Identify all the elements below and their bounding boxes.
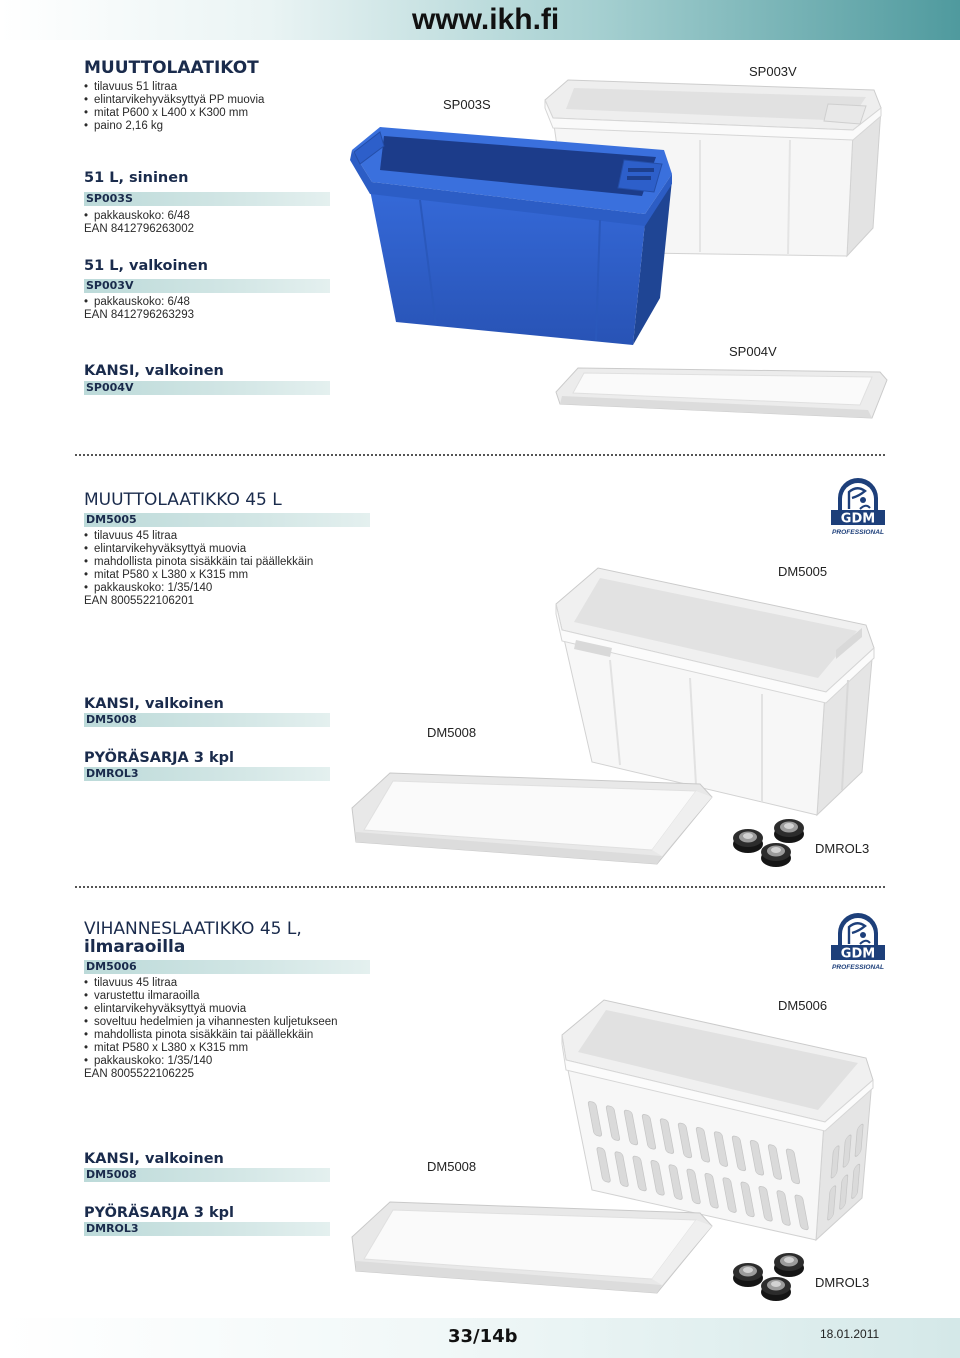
dotted-separator bbox=[75, 886, 885, 888]
feature-list bbox=[84, 81, 264, 133]
logo-tagline-text: PROFESSIONAL bbox=[831, 964, 885, 971]
logo-brand-text: GDM bbox=[840, 511, 876, 527]
product-code-bar: SP003V bbox=[84, 279, 330, 293]
image-label-crate: DM5006 bbox=[778, 998, 828, 1013]
caster-wheel bbox=[733, 1263, 763, 1287]
product-code-bar: SP003S bbox=[84, 192, 330, 206]
feature-list bbox=[84, 530, 313, 608]
gdm-professional-logo bbox=[830, 912, 886, 972]
caster-wheels-image bbox=[728, 1246, 814, 1302]
feature-item: • tilavuus 51 litraa bbox=[84, 81, 264, 94]
section-title-muuttolaatikko-45: MUUTTOLAATIKKO 45 L bbox=[84, 490, 282, 510]
feature-item: • pakkauskoko: 1/35/140 bbox=[84, 1055, 338, 1068]
variant-details bbox=[84, 296, 194, 322]
feature-item: • soveltuu hedelmien ja vihannesten kuljetukseen bbox=[84, 1016, 338, 1029]
feature-item: • elintarvikehyväksyttyä muovia bbox=[84, 543, 313, 556]
product-code-bar: DM5005 bbox=[84, 513, 370, 527]
image-label-blue-box: SP003S bbox=[443, 97, 491, 112]
section-title-line2: ilmaraoilla bbox=[84, 937, 186, 957]
image-label-wheels: DMROL3 bbox=[815, 1275, 870, 1290]
packing-info: • pakkauskoko: 6/48 bbox=[84, 296, 194, 309]
feature-item: • mahdollista pinota sisäkkäin tai päällekkäin bbox=[84, 1029, 338, 1042]
variant-details bbox=[84, 210, 194, 236]
wheel-set-name: PYÖRÄSARJA 3 kpl bbox=[84, 750, 234, 766]
section-title-vihanneslaatikko bbox=[84, 920, 302, 956]
caster-wheel bbox=[761, 843, 791, 867]
feature-item: • tilavuus 45 litraa bbox=[84, 977, 338, 990]
feature-item: • paino 2,16 kg bbox=[84, 120, 264, 133]
feature-item: • mitat P600 x L400 x K300 mm bbox=[84, 107, 264, 120]
lid-name: KANSI, valkoinen bbox=[84, 696, 224, 712]
ean-code: EAN 8412796263002 bbox=[84, 223, 194, 235]
feature-list bbox=[84, 977, 338, 1081]
product-code-bar: DMROL3 bbox=[84, 1222, 330, 1236]
caster-wheels-image bbox=[728, 812, 814, 868]
lid-name: KANSI, valkoinen bbox=[84, 1151, 224, 1167]
feature-item: • mitat P580 x L380 x K315 mm bbox=[84, 569, 313, 582]
site-url-link[interactable]: www.ikh.fi bbox=[412, 3, 560, 36]
image-label-lid: DM5008 bbox=[427, 725, 477, 740]
variant-name-blue: 51 L, sininen bbox=[84, 170, 189, 186]
feature-item: • mahdollista pinota sisäkkäin tai päällekkäin bbox=[84, 556, 313, 569]
image-label-white-box: SP003V bbox=[749, 64, 797, 79]
product-code-bar: DMROL3 bbox=[84, 767, 330, 781]
caster-wheel bbox=[733, 829, 763, 853]
variant-name-white: 51 L, valkoinen bbox=[84, 258, 208, 274]
ean-code: EAN 8005522106201 bbox=[84, 595, 194, 607]
lid-name: KANSI, valkoinen bbox=[84, 363, 224, 379]
dotted-separator bbox=[75, 454, 885, 456]
packing-info: • pakkauskoko: 6/48 bbox=[84, 210, 194, 223]
feature-item: • tilavuus 45 litraa bbox=[84, 530, 313, 543]
feature-item: • pakkauskoko: 1/35/140 bbox=[84, 582, 313, 595]
ean-code: EAN 8005522106225 bbox=[84, 1068, 194, 1080]
page-number: 33/14b bbox=[448, 1326, 518, 1347]
product-code-bar: SP004V bbox=[84, 381, 330, 395]
lid-image bbox=[348, 768, 716, 866]
caster-wheel bbox=[774, 819, 804, 843]
image-label-wheels: DMROL3 bbox=[815, 841, 870, 856]
ean-code: EAN 8412796263293 bbox=[84, 309, 194, 321]
wheel-set-name: PYÖRÄSARJA 3 kpl bbox=[84, 1205, 234, 1221]
image-label-lid: SP004V bbox=[729, 344, 777, 359]
feature-item: • varustettu ilmaraoilla bbox=[84, 990, 338, 1003]
product-code-bar: DM5008 bbox=[84, 1168, 330, 1182]
blue-crate-image bbox=[345, 120, 680, 352]
image-label-lid: DM5008 bbox=[427, 1159, 477, 1174]
logo-brand-text: GDM bbox=[840, 946, 876, 962]
image-label-crate: DM5005 bbox=[778, 564, 828, 579]
feature-item: • mitat P580 x L380 x K315 mm bbox=[84, 1042, 338, 1055]
gdm-professional-logo bbox=[830, 477, 886, 537]
product-code-bar: DM5008 bbox=[84, 713, 330, 727]
lid-image bbox=[550, 362, 890, 422]
logo-tagline-text: PROFESSIONAL bbox=[831, 529, 885, 536]
product-code-bar: DM5006 bbox=[84, 960, 370, 974]
caster-wheel bbox=[761, 1277, 791, 1301]
section-title-muuttolaatikot: MUUTTOLAATIKOT bbox=[84, 58, 259, 78]
lid-image bbox=[348, 1197, 716, 1295]
feature-item: • elintarvikehyväksyttyä muovia bbox=[84, 1003, 338, 1016]
feature-item: • elintarvikehyväksyttyä PP muovia bbox=[84, 94, 264, 107]
section-title-line1: VIHANNESLAATIKKO 45 L, bbox=[84, 919, 302, 939]
print-date: 18.01.2011 bbox=[820, 1327, 880, 1341]
caster-wheel bbox=[774, 1253, 804, 1277]
